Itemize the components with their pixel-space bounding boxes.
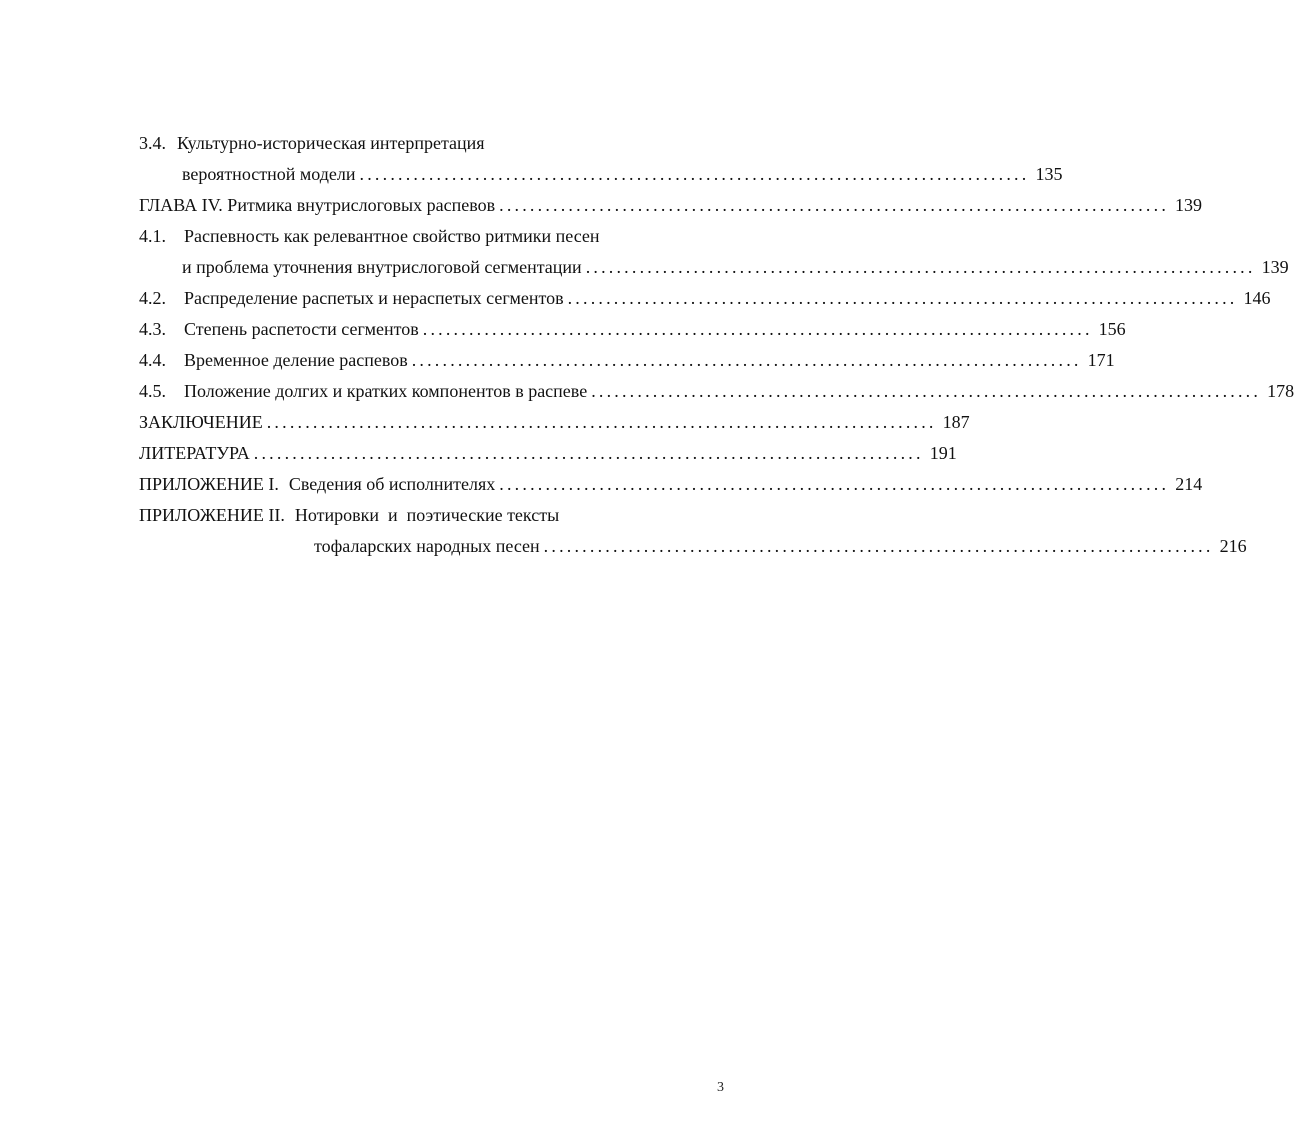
- toc-entry-number: 4.1.: [139, 226, 166, 246]
- toc-page-number: 191: [924, 438, 957, 469]
- toc-entry-title: Распределение распетых и нераспетых сегментов: [184, 288, 564, 308]
- toc-entry-4-5: [139, 376, 1294, 407]
- toc-entry-3-4-line1: [139, 128, 724, 159]
- toc-page-number: 187: [937, 407, 970, 438]
- toc-entry-title: ЛИТЕРАТУРА: [139, 438, 254, 469]
- toc-entry-4-1-line2: [139, 252, 1289, 283]
- dot-leader: .......................................................................................: [359, 164, 1030, 184]
- toc-entry-4-3: [139, 314, 1126, 345]
- toc-entry-number: 4.3.: [139, 319, 166, 339]
- toc-entry-title: ГЛАВА IV. Ритмика внутрислоговых распевов: [139, 190, 499, 221]
- toc-entry-prefix: ПРИЛОЖЕНИЕ I.: [139, 474, 279, 494]
- toc-page-number: 139: [1169, 190, 1202, 221]
- toc-entry-number: 3.4.: [139, 133, 166, 153]
- dot-leader: .......................................................................................: [567, 288, 1238, 308]
- dot-leader: .......................................................................................: [253, 443, 924, 463]
- toc-entry-4-1-line1: [139, 221, 724, 252]
- toc-entry-title: ЗАКЛЮЧЕНИЕ: [139, 407, 267, 438]
- toc-entry-title-cont: вероятностной модели: [182, 159, 360, 190]
- dot-leader: .......................................................................................: [499, 474, 1170, 494]
- dot-leader: .......................................................................................: [591, 381, 1262, 401]
- toc-entry-appendix-1: [139, 469, 1203, 500]
- toc-page-number: 146: [1238, 283, 1271, 314]
- toc-entry-title: Сведения об исполнителях: [288, 474, 496, 494]
- toc-entry-4-2: [139, 283, 1271, 314]
- toc-page-number: 135: [1029, 159, 1062, 190]
- toc-entry-number: 4.4.: [139, 350, 166, 370]
- toc-entry-appendix-2-line1: [139, 500, 724, 531]
- dot-leader: .......................................................................................: [266, 412, 937, 432]
- toc-entry-literature: [139, 438, 957, 469]
- toc-entry-label-wrap: [139, 345, 412, 376]
- toc-page-number: 171: [1082, 345, 1115, 376]
- toc-page-number: 214: [1169, 469, 1202, 500]
- toc-entry-label-wrap: [139, 376, 591, 407]
- toc-page-number: 178: [1261, 376, 1294, 407]
- toc-entry-number: 4.2.: [139, 288, 166, 308]
- dot-leader: .......................................................................................: [543, 536, 1214, 556]
- toc-entry-title-cont: тофаларских народных песен: [314, 531, 544, 562]
- toc-entry-title-cont: и проблема уточнения внутрислоговой сегментации: [182, 252, 586, 283]
- toc-entry-label-wrap: [139, 314, 423, 345]
- toc-page-number: 216: [1214, 531, 1247, 562]
- toc-entry-chapter-4: [139, 190, 1203, 221]
- table-of-contents: [139, 128, 1294, 562]
- toc-entry-4-4: [139, 345, 1115, 376]
- toc-page-number: 156: [1093, 314, 1126, 345]
- toc-entry-number: 4.5.: [139, 381, 166, 401]
- toc-entry-3-4-line2: [139, 159, 1063, 190]
- toc-entry-prefix: ПРИЛОЖЕНИЕ II.: [139, 505, 285, 525]
- toc-entry-conclusion: [139, 407, 970, 438]
- toc-entry-title: Положение долгих и кратких компонентов в распеве: [184, 381, 588, 401]
- dot-leader: .......................................................................................: [411, 350, 1082, 370]
- dot-leader: .......................................................................................: [422, 319, 1093, 339]
- toc-entry-title: Культурно-историческая интерпретация: [177, 133, 485, 153]
- toc-entry-appendix-2-line2: [139, 531, 1247, 562]
- toc-entry-title: Нотировки и поэтические тексты: [294, 505, 560, 525]
- toc-entry-title: Степень распетости сегментов: [184, 319, 419, 339]
- toc-entry-label-wrap: [139, 469, 499, 500]
- toc-entry-title: Распевность как релевантное свойство ритмики песен: [184, 226, 600, 246]
- dot-leader: .......................................................................................: [499, 195, 1170, 215]
- toc-entry-title: Временное деление распевов: [184, 350, 408, 370]
- dot-leader: .......................................................................................: [585, 257, 1256, 277]
- toc-page-number: 139: [1256, 252, 1289, 283]
- page-number: 3: [717, 1080, 724, 1095]
- toc-entry-label-wrap: [139, 283, 568, 314]
